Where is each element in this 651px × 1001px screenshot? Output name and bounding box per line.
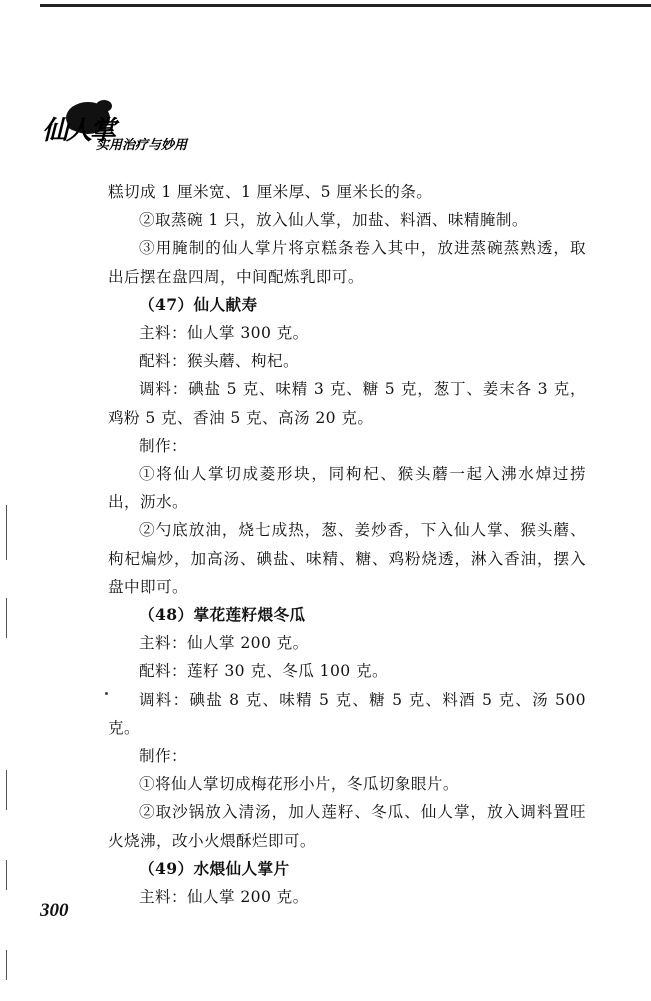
body-line: 糕切成 1 厘米宽、1 厘米厚、5 厘米长的条。 [108, 183, 433, 201]
recipe-heading: （47）仙人献寿 [139, 294, 258, 314]
body-line: ①将仙人掌切成梅花形小片，冬瓜切象眼片。 [139, 775, 459, 794]
body-line: 主料：仙人掌 300 克。 [139, 324, 309, 343]
scan-dot-mark [105, 692, 108, 695]
book-header-logo [40, 96, 210, 158]
header-tagline: 实用治疗与妙用 [96, 138, 188, 153]
body-line: 主料：仙人掌 200 克。 [139, 634, 309, 653]
body-line: ②勺底放油，烧七成热，葱、姜炒香，下入仙人掌、猴头蘑、枸杞煸炒，加高汤、碘盐、味精、糖、鸡粉烧透，淋入香油，摆入盘中即可。 [108, 521, 586, 596]
recipe-heading: （48）掌花莲籽煨冬瓜 [139, 605, 306, 625]
scan-margin-mark [6, 770, 7, 810]
page-number: 300 [40, 900, 69, 921]
body-line: ③用腌制的仙人掌片将京糕条卷入其中，放进蒸碗蒸熟透，取出后摆在盘四周，中间配炼乳即可。 [108, 239, 586, 286]
scan-margin-mark [6, 598, 7, 638]
body-line: ①将仙人掌切成菱形块，同枸杞、猴头蘑一起入沸水焯过捞出，沥水。 [108, 465, 586, 512]
body-line: 制作： [139, 436, 187, 455]
body-line: 调料：碘盐 5 克、味精 3 克、糖 5 克，葱丁、姜末各 3 克，鸡粉 5 克、香油 5 克、高汤 20 克。 [108, 380, 586, 427]
recipe-heading: （49）水煨仙人掌片 [139, 858, 290, 878]
body-line: ②取蒸碗 1 只，放入仙人掌，加盐、料酒、味精腌制。 [139, 211, 528, 230]
body-line: ②取沙锅放入清汤，加人莲籽、冬瓜、仙人掌，放入调料置旺火烧沸，改小火煨酥烂即可。 [108, 803, 586, 850]
body-line: 配料：莲籽 30 克、冬瓜 100 克。 [139, 662, 388, 681]
header-brand: 仙人掌 [42, 116, 115, 146]
page-body [108, 178, 586, 911]
scan-margin-mark [6, 950, 7, 980]
body-line: 主料：仙人掌 200 克。 [139, 888, 309, 907]
scan-margin-mark [6, 860, 7, 890]
body-line: 调料：碘盐 8 克、味精 5 克、糖 5 克、料酒 5 克、汤 500 克。 [108, 690, 586, 737]
body-line: 配料：猴头蘑、枸杞。 [139, 352, 299, 371]
top-rule [40, 4, 651, 7]
body-line: 制作： [139, 747, 187, 766]
scan-margin-mark [6, 505, 7, 560]
